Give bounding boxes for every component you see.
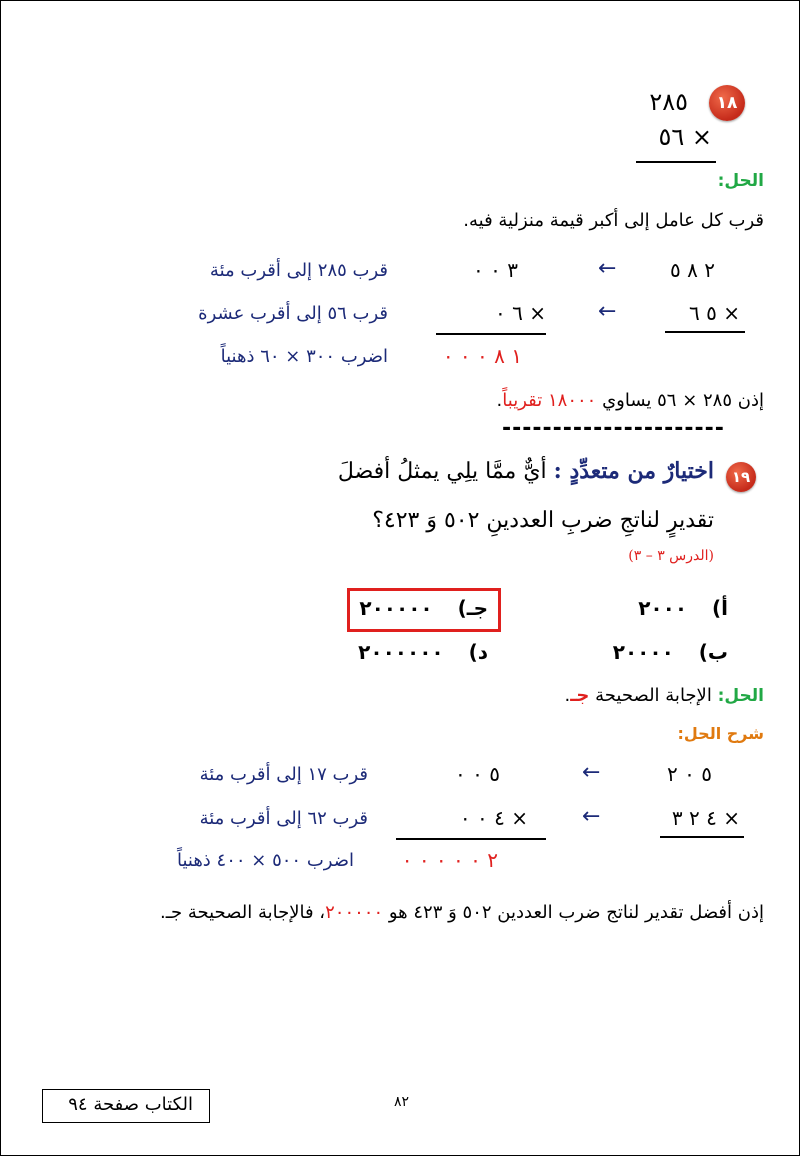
problem-19-explanation-label: شرح الحل: bbox=[677, 724, 764, 743]
problem-18-conclusion-value: ١٨٠٠٠ bbox=[548, 390, 597, 411]
problem-19-conclusion-value: ٢٠٠٠٠٠ bbox=[325, 902, 384, 923]
problem-18-product: ١ ٨ ٠ ٠ ٠ bbox=[442, 344, 522, 368]
problem-18-row1-arrow: ← bbox=[598, 256, 617, 281]
problem-19-row2-arrow: ← bbox=[582, 804, 601, 829]
problem-18-row2-line-left bbox=[436, 333, 546, 335]
problem-19-question-text: أيٌّ ممَّا يلِي يمثلُ أفضلَ bbox=[337, 459, 547, 484]
choice-d[interactable] bbox=[358, 640, 488, 664]
problem-18-bottom-number: ٥٦ × bbox=[658, 123, 712, 151]
problem-19-row1-rounded: ٥ ٠ ٠ bbox=[455, 762, 500, 786]
problem-18-top-number: ٢٨٥ bbox=[649, 88, 688, 116]
problem-19-question-line2: تقديرٍ لناتجِ ضربِ العددينِ ٥٠٢ وَ ٤٢٣؟ bbox=[372, 508, 714, 533]
problem-19-product-note: اضرب ٥٠٠ × ٤٠٠ ذهنياً bbox=[176, 850, 354, 871]
problem-19-row1-arrow: ← bbox=[582, 760, 601, 785]
problem-19-solution-end: . bbox=[564, 685, 571, 706]
section-separator: ---------------------- bbox=[502, 416, 725, 441]
choice-b-label: ب) bbox=[698, 640, 728, 664]
problem-18-conclusion-prefix: إذن ٢٨٥ × ٥٦ يساوي bbox=[602, 390, 764, 411]
problem-19-number-badge bbox=[726, 462, 756, 492]
problem-19-row2-line-right bbox=[660, 836, 744, 838]
problem-19-row2-rounded: ٤ ٠ ٠ × bbox=[459, 806, 528, 830]
problem-19-solution-text: الإجابة الصحيحة bbox=[595, 685, 712, 706]
problem-18-row1-note: قرب ٢٨٥ إلى أقرب مئة bbox=[209, 260, 388, 281]
choice-d-value: ٢٠٠٠٠٠٠ bbox=[358, 640, 444, 664]
problem-18-row2-note: قرب ٥٦ إلى أقرب عشرة bbox=[198, 303, 388, 324]
problem-19-row1-note: قرب ١٧ إلى أقرب مئة bbox=[199, 764, 368, 785]
choice-a[interactable] bbox=[638, 596, 728, 620]
problem-18-instruction: قرب كل عامل إلى أكبر قيمة منزلية فيه. bbox=[463, 210, 764, 231]
problem-18-row2-rounded: ٦ ٠ × bbox=[495, 301, 546, 325]
problem-18-conclusion-end: . bbox=[496, 390, 503, 411]
choice-b[interactable] bbox=[613, 640, 728, 664]
problem-18-product-note: اضرب ٣٠٠ × ٦٠ ذهنياً bbox=[220, 346, 388, 367]
problem-19-row2-note: قرب ٦٢ إلى أقرب مئة bbox=[199, 808, 368, 829]
choice-c-label: جـ) bbox=[457, 596, 488, 620]
problem-19-row1-original: ٥ ٠ ٢ bbox=[667, 762, 712, 786]
problem-19-solution-answer: جـ bbox=[570, 685, 590, 706]
choice-c-value: ٢٠٠٠٠٠ bbox=[359, 596, 433, 620]
book-reference: الكتاب صفحة ٩٤ bbox=[68, 1094, 193, 1115]
problem-19-row2-line-left bbox=[396, 838, 546, 840]
problem-18-row1-rounded: ٣ ٠ ٠ bbox=[473, 258, 518, 282]
problem-18-row1-original: ٢ ٨ ٥ bbox=[670, 258, 715, 282]
problem-18-solution-label: الحل: bbox=[717, 171, 764, 191]
problem-19-row2-original: ٤ ٢ ٣ × bbox=[671, 806, 740, 830]
problem-19-question-line1 bbox=[338, 458, 714, 484]
problem-18-row2-original: ٥ ٦ × bbox=[689, 301, 740, 325]
choice-a-label: أ) bbox=[712, 596, 728, 620]
choice-d-label: د) bbox=[468, 640, 488, 664]
problem-18-number: ١٨ bbox=[716, 93, 738, 113]
problem-19-lesson-ref: (الدرس ٣ – ٣) bbox=[628, 548, 714, 564]
problem-18-product-line bbox=[636, 161, 716, 163]
problem-19-product: ٢ ٠ ٠ ٠ ٠ ٠ bbox=[401, 848, 498, 872]
choice-b-value: ٢٠٠٠٠ bbox=[612, 640, 674, 664]
problem-18-conclusion bbox=[497, 390, 764, 411]
problem-19-conclusion-prefix: إذن أفضل تقدير لناتج ضرب العددين ٥٠٢ وَ ٤٢٣ هو bbox=[388, 902, 764, 923]
problem-19-conclusion-suffix: ، فالإجابة الصحيحة جـ. bbox=[159, 902, 326, 923]
problem-19-title: اختيارٌ من متعدِّدٍ : bbox=[553, 458, 714, 484]
problem-19-conclusion bbox=[160, 902, 764, 923]
problem-18-conclusion-suffix: تقريباً bbox=[502, 390, 543, 411]
problem-19-number: ١٩ bbox=[731, 468, 751, 486]
problem-18-number-badge bbox=[709, 85, 745, 121]
choice-a-value: ٢٠٠٠ bbox=[638, 596, 688, 620]
problem-18-row2-arrow: ← bbox=[598, 299, 617, 324]
problem-19-solution-label: الحل: bbox=[717, 686, 764, 706]
problem-19-solution bbox=[565, 685, 764, 706]
problem-18-row2-line-right bbox=[665, 331, 745, 333]
page-number: ٨٢ bbox=[394, 1094, 410, 1110]
book-reference-box bbox=[42, 1089, 210, 1123]
choice-c[interactable] bbox=[359, 596, 488, 620]
